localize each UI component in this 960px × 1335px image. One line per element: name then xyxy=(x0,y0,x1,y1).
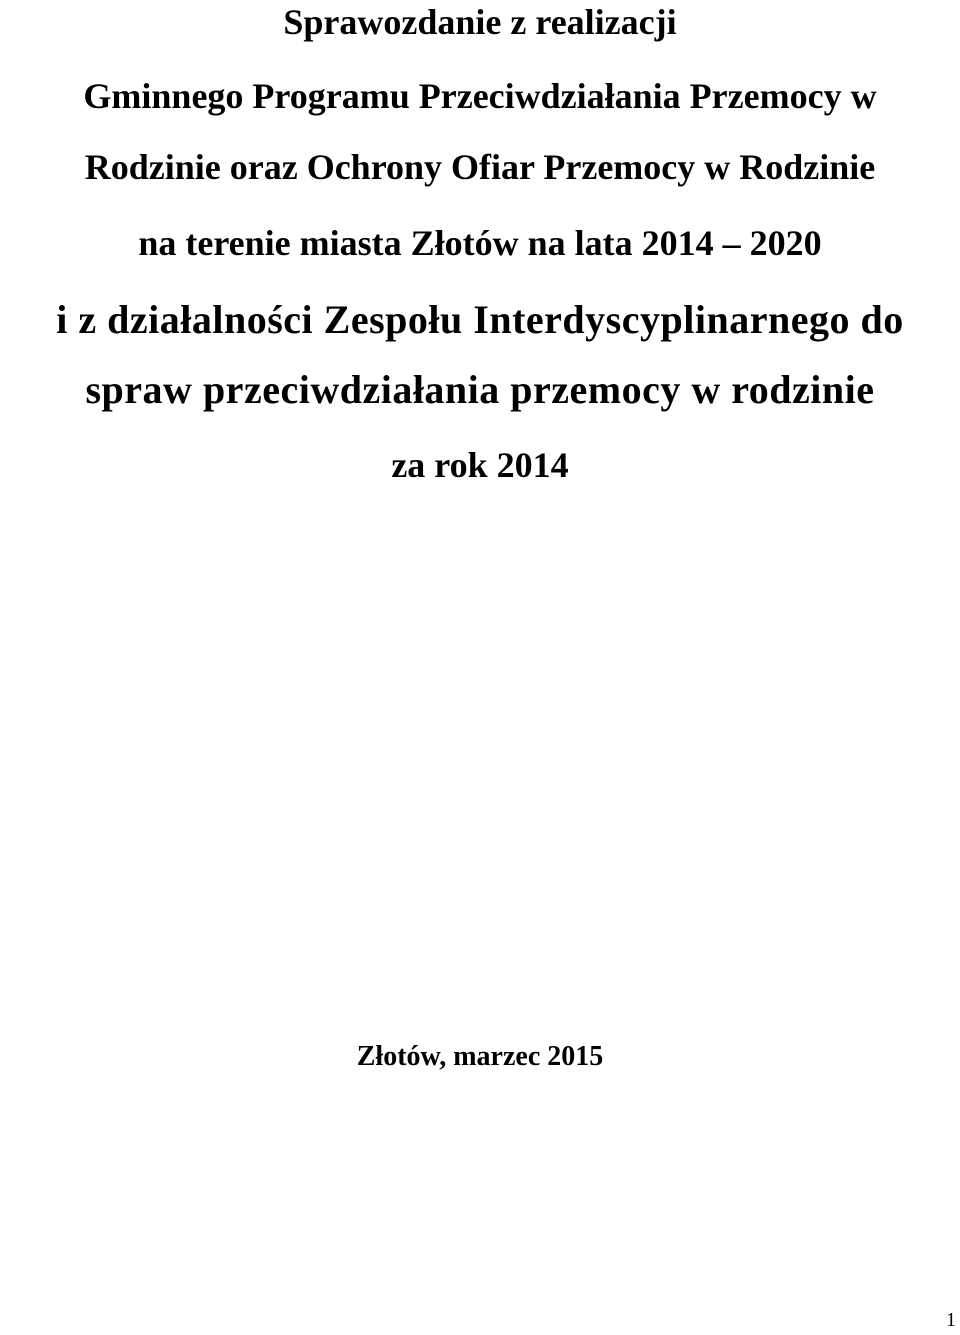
title-line-6: spraw przeciwdziałania przemocy w rodzinie xyxy=(85,367,875,412)
page-number: 1 xyxy=(946,1309,956,1331)
place-and-date: Złotów, marzec 2015 xyxy=(356,1041,604,1072)
title-line-2: Gminnego Programu Przeciwdziałania Przemocy w xyxy=(83,76,877,116)
title-line-7: za rok 2014 xyxy=(391,445,569,485)
title-line-5: i z działalności Zespołu Interdyscyplinarnego do xyxy=(56,297,904,342)
title-line-1: Sprawozdanie z realizacji xyxy=(283,2,677,42)
title-line-4: na terenie miasta Złotów na lata 2014 – 2020 xyxy=(138,223,822,263)
title-line-3: Rodzinie oraz Ochrony Ofiar Przemocy w Rodzinie xyxy=(84,147,876,187)
